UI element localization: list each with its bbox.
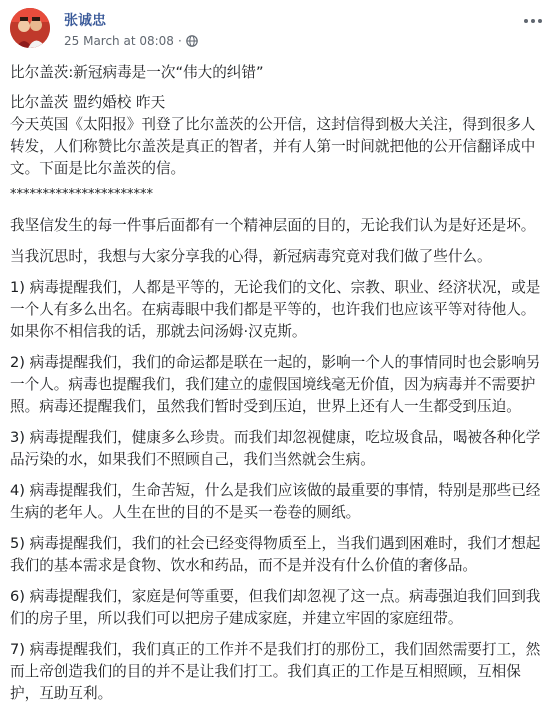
paragraph: 7) 病毒提醒我们，我们真正的工作并不是我们打的那份工，我们固然需要打工，然而上帝创造我们的目的并不是让我们打工。我们真正的工作是互相照顾，互相保护，互助互利。 xyxy=(10,641,541,702)
author-name[interactable]: 张诚忠 xyxy=(64,13,106,29)
avatar[interactable] xyxy=(10,8,50,48)
paragraph: 2) 病毒提醒我们，我们的命运都是联在一起的，影响一个人的事情同时也会影响另一个人。病毒也提醒我们，我们建立的虚假国境线毫无价值，因为病毒并不需要护照。病毒还提醒我们，虽然我们暂时受到压迫，世界上还有人一生都受到压迫。 xyxy=(10,354,541,415)
paragraph: 4) 病毒提醒我们，生命苦短，什么是我们应该做的最重要的事情，特别是那些已经生病的老年人。人生在世的目的不是买一卷卷的厕纸。 xyxy=(10,482,541,521)
post-headline: 比尔盖茨:新冠病毒是一次“伟大的纠错” xyxy=(10,64,264,81)
post-meta xyxy=(64,34,198,48)
meta-separator: · xyxy=(177,34,182,48)
intro-paragraph: 今天英国《太阳报》刊登了比尔盖茨的公开信，这封信得到极大关注，得到很多人转发，人们称赞比尔盖茨是真正的智者，并有人第一时间就把他的公开信翻译成中文。下面是比尔盖茨的信。 xyxy=(10,116,536,177)
more-options-icon[interactable] xyxy=(521,14,545,28)
post-header xyxy=(10,8,545,58)
paragraph: 当我沉思时，我想与大家分享我的心得，新冠病毒究竟对我们做了些什么。 xyxy=(10,248,492,265)
globe-icon[interactable] xyxy=(186,35,198,47)
post-body xyxy=(10,62,542,705)
paragraph: 6) 病毒提醒我们，家庭是何等重要，但我们却忽视了这一点。病毒强迫我们回到我们的房子里，所以我们可以把房子建成家庭，并建立牢固的家庭纽带。 xyxy=(10,588,541,627)
source-line: 比尔盖茨 盟约婚校 昨天 xyxy=(10,94,166,111)
paragraph: 5) 病毒提醒我们，我们的社会已经变得物质至上，当我们遇到困难时，我们才想起我们的基本需求是食物、饮水和药品，而不是并没有什么价值的奢侈品。 xyxy=(10,535,541,574)
paragraph: 我坚信发生的每一件事后面都有一个精神层面的目的，无论我们认为是好还是坏。 xyxy=(10,217,536,234)
divider: ********************** xyxy=(10,187,153,202)
paragraph: 1) 病毒提醒我们，人都是平等的，无论我们的文化、宗教、职业、经济状况，或是一个人有多么出名。在病毒眼中我们都是平等的，也许我们也应该平等对待他人。如果你不相信我的话，那就去问汤姆·汉克斯。 xyxy=(10,279,541,340)
paragraph: 3) 病毒提醒我们，健康多么珍贵。而我们却忽视健康，吃垃圾食品，喝被各种化学品污染的水，如果我们不照顾自己，我们当然就会生病。 xyxy=(10,429,541,468)
avatar-photo-icon xyxy=(10,8,50,48)
post-timestamp[interactable]: 25 March at 08:08 xyxy=(64,34,174,48)
